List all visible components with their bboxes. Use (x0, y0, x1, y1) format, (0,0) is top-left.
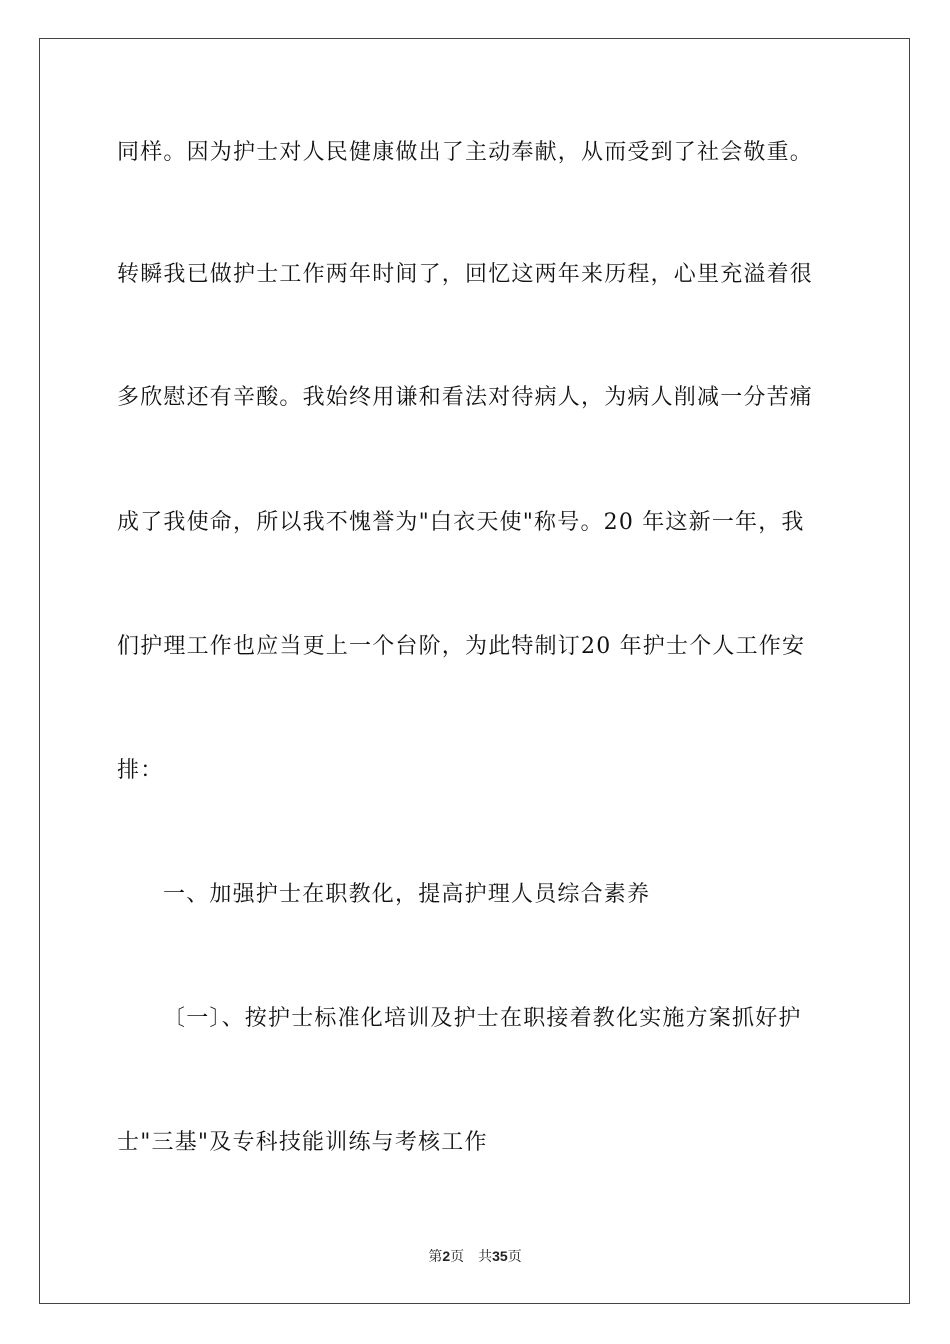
footer-page-number: 2 (442, 1248, 451, 1264)
footer-page-prefix: 第 (428, 1249, 443, 1265)
paragraph-line-3: 多欣慰还有辛酸。我始终用谦和看法对待病人，为病人削减一分苦痛 (117, 385, 814, 410)
subsection-line-1: 〔一〕、按护士标准化培训及护士在职接着教化实施方案抓好护 (163, 1006, 802, 1031)
section-heading: 一、加强护士在职教化，提高护理人员综合素养 (163, 882, 651, 907)
paragraph-line-5: 们护理工作也应当更上一个台阶，为此特制订20 年护士个人工作安 (117, 634, 806, 659)
paragraph-line-1: 同样。因为护士对人民健康做出了主动奉献，从而受到了社会敬重。 (117, 140, 814, 165)
subsection-line-2: 士"三基"及专科技能训练与考核工作 (117, 1130, 488, 1155)
footer-total-pages: 35 (492, 1248, 508, 1264)
paragraph-line-4: 成了我使命，所以我不愧誉为"白衣天使"称号。20 年这新一年，我 (117, 510, 805, 535)
footer-page-suffix: 页 (450, 1249, 465, 1265)
footer-total-prefix: 共 (478, 1249, 493, 1265)
page-frame (39, 38, 910, 1304)
footer-total-suffix: 页 (507, 1249, 522, 1265)
paragraph-line-2: 转瞬我已做护士工作两年时间了，回忆这两年来历程，心里充溢着很 (117, 262, 814, 287)
page-footer (0, 1247, 950, 1266)
paragraph-line-6: 排： (117, 758, 164, 783)
